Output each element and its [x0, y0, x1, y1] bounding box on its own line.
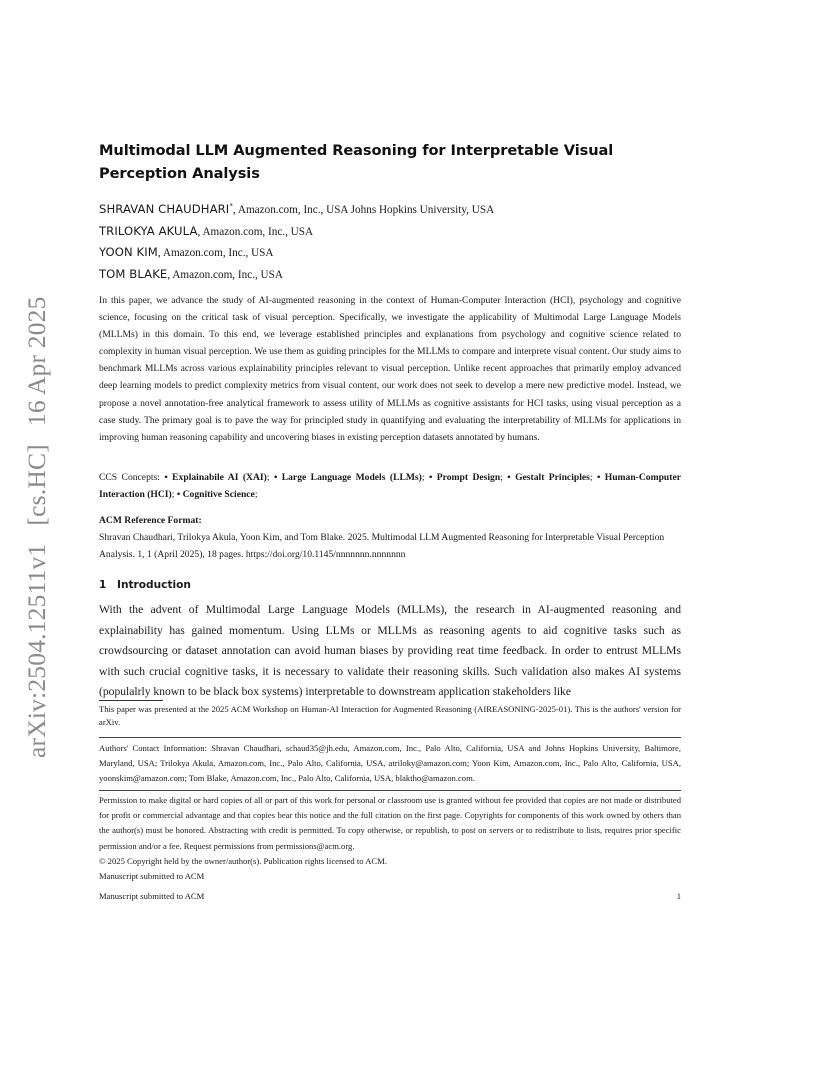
author-list	[99, 199, 681, 285]
section-heading	[99, 579, 681, 591]
abstract: In this paper, we advance the study of AI-augmented reasoning in the context of Human-Computer Interaction (HCI), psychology and cognitive science, focusing on the critical task of visual perception. Specifically, we investigate the applicability of Multimodal Large Language Models (MLLMs) in this domain. To this end, we leverage established principles and explanations from psychology and cognitive science related to complexity in human visual perception. We use them as guiding principles for the MLLMs to compare and interprete visual content. Our study aims to benchmark MLLMs across various explainability principles relevant to visual perception. Unlike recent approaches that primarily employ advanced deep learning models to predict complexity metrics from visual content, our work does not seek to develop a mere new predictive model. Instead, we propose a novel annotation-free analytical framework to assess utility of MLLMs as cognitive assistants for HCI tasks, using visual perception as a case study. The primary goal is to pave the way for principled study in quantifying and evaluating the interpretability of MLLMs for applications in improving human reasoning capability and uncovering biases in existing perception datasets annotated by humans.	[99, 295, 681, 443]
page-number: 1	[676, 891, 681, 901]
author-entry	[99, 264, 681, 286]
author-name: TOM BLAKE	[99, 266, 168, 281]
arxiv-category: [cs.HC]	[22, 444, 51, 526]
footnote-rule	[99, 700, 163, 701]
divider	[99, 790, 681, 791]
author-affiliation: , Amazon.com, Inc., USA Johns Hopkins University, USA	[232, 204, 495, 216]
footnote-presented: This paper was presented at the 2025 ACM Workshop on Human-AI Interaction for Augmented Reasoning (AIREASONING-2025-01). This is the authors' version for arXiv.	[99, 704, 681, 727]
paper-title: Multimodal LLM Augmented Reasoning for Interpretable Visual Perception Analysis	[99, 142, 614, 182]
ccs-label: CCS Concepts:	[99, 472, 165, 483]
arxiv-date: 16 Apr 2025	[22, 296, 51, 427]
arxiv-side-stamp	[22, 278, 52, 758]
introduction-text: With the advent of Multimodal Large Language Models (MLLMs), the research in AI-augmented reasoning and explainability has gained momentum. Using LLMs or MLLMs as reasoning agents to aid cognitive tasks such as crowdsourcing or dataset annotation can avoid human biases by providing reat time feedback. In order to entrust MLLMs with such crucial cognitive tasks, it is necessary to validate their reasoning skills. Such validation also makes AI systems (populalrly known to be black box systems) interpretable to downstream application stakeholders like	[99, 603, 681, 698]
ccs-concept: • Cognitive Science	[176, 489, 255, 500]
ccs-concept: • Large Language Models (LLMs)	[273, 472, 422, 483]
section-title: Introduction	[117, 579, 191, 591]
corresponding-author-mark: *	[229, 202, 233, 211]
author-name: TRILOKYA AKULA	[99, 223, 198, 238]
acm-reference-heading: ACM Reference Format:	[99, 515, 202, 526]
author-affiliation: , Amazon.com, Inc., USA	[197, 225, 314, 238]
permission-notice: Permission to make digital or hard copies of all or part of this work for personal or classroom use is granted without fee provided that copies are not made or distributed for profit or commercial advantage and that copies bear this notice and the full citation on the first page. Copyrights for components of this work owned by others than the author(s) must be honored. Abstracting with credit is permitted. To copy otherwise, or republish, to post on servers or to redistribute to lists, requires prior specific permission and/or a fee. Request permissions from permissions@acm.org.	[99, 795, 681, 851]
section-number: 1	[99, 579, 107, 591]
author-affiliation: , Amazon.com, Inc., USA	[167, 268, 283, 281]
author-name: SHRAVAN CHAUDHARI*	[99, 202, 233, 216]
footnote-contact-info: Authors' Contact Information: Shravan Chaudhari, schaud35@jh.edu, Amazon.com, Inc., Palo Alto, California, USA and Johns Hopkins University, Baltimore, Maryland, USA; Trilokya Akula, Amazon.com, Inc., Palo Alto, California, USA, atriloky@amazon.com; Yoon Kim, Amazon.com, Inc., Palo Alto, California, USA, yoonskim@amazon.com; Tom Blake, Amazon.com, Inc., Palo Alto, California, USA, blaktho@amazon.com.	[99, 743, 681, 784]
manuscript-notice: Manuscript submitted to ACM	[99, 871, 205, 882]
footer-text: Manuscript submitted to ACM	[99, 891, 205, 901]
author-entry	[99, 199, 681, 221]
arxiv-id[interactable]: arXiv:2504.12511v1	[22, 543, 51, 758]
page-footer	[99, 891, 681, 901]
author-name: YOON KIM	[99, 245, 158, 260]
ccs-concept: • Explainabile AI (XAI)	[164, 472, 267, 483]
ccs-concept: • Gestalt Principles	[507, 472, 590, 483]
ccs-concepts: CCS Concepts: • Explainabile AI (XAI); • Large Language Models (LLMs); • Prompt Design; • Gestalt Principles; • Human-Computer Interaction (HCI); • Cognitive Science;	[99, 472, 681, 500]
ccs-concept: • Human-Computer Interaction (HCI)	[99, 472, 681, 500]
copyright-notice: © 2025 Copyright held by the owner/author(s). Publication rights licensed to ACM.	[99, 855, 387, 866]
acm-reference-format	[99, 512, 681, 563]
acm-reference-text: Shravan Chaudhari, Trilokya Akula, Yoon Kim, and Tom Blake. 2025. Multimodal LLM Augmented Reasoning for Interpretable Visual Perception Analysis. 1, 1 (April 2025), 18 pages. https://doi.org/10.1145/nnnnnnn.nnnnnnn	[99, 532, 665, 560]
author-entry	[99, 221, 681, 243]
divider	[99, 737, 681, 738]
footnote-permissions	[99, 793, 681, 884]
author-entry	[99, 242, 681, 264]
author-affiliation: , Amazon.com, Inc., USA	[157, 247, 274, 260]
ccs-concept: • Prompt Design	[428, 472, 501, 483]
